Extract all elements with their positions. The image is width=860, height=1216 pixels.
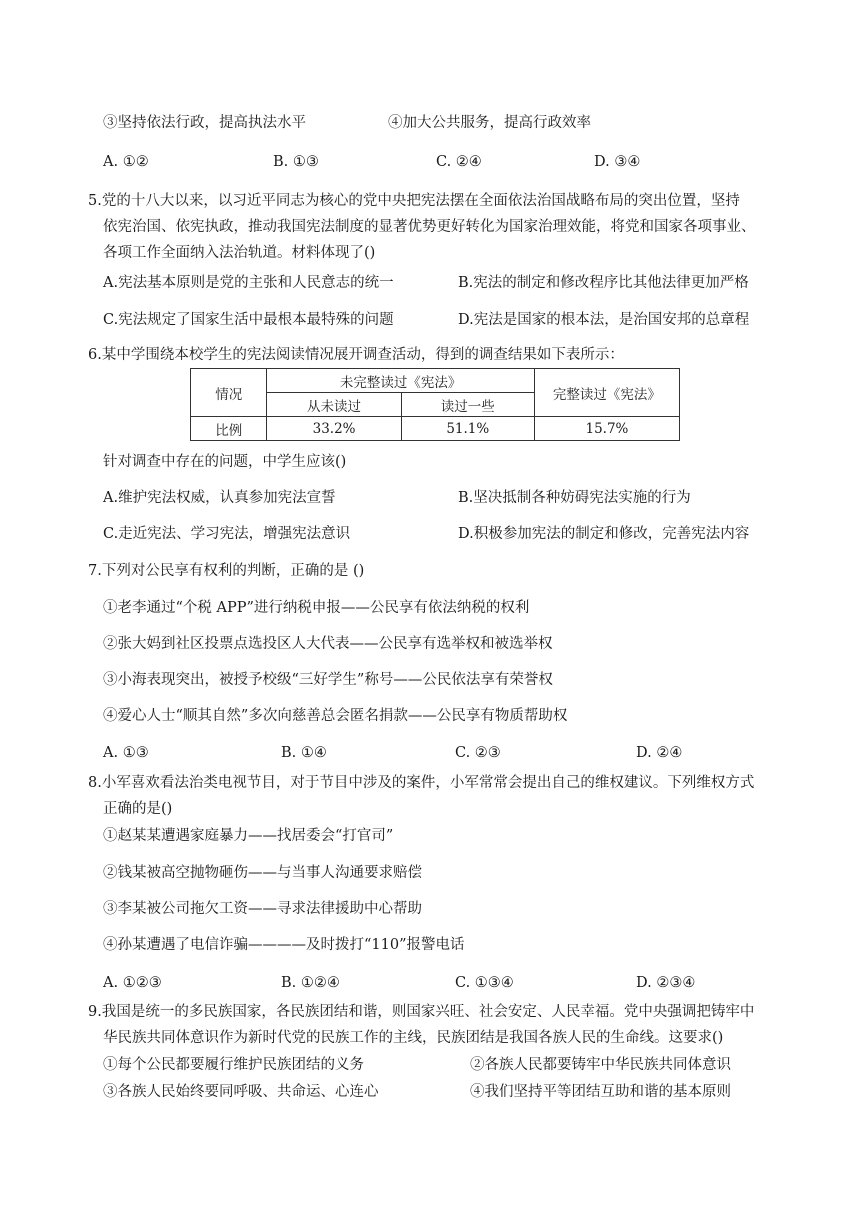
q8-item-1: ①赵某某遭遇家庭暴力——找居委会“打官司” [103,828,394,844]
q7-item-1: ①老李通过“个税 APP”进行纳税申报——公民享有依法纳税的权利 [103,600,530,616]
q4-option-c: C. ②④ [436,154,482,170]
table-cell-never: 33.2% [267,417,401,441]
q7-item-4: ④爱心人士“顺其自然”多次向慈善总会匿名捐款——公民享有物质帮助权 [103,708,568,724]
q9-item-4: ④我们坚持平等团结互助和谐的基本原则 [470,1084,731,1100]
q4-option-d: D. ③④ [594,154,641,170]
q8-item-3: ③李某被公司拖欠工资——寻求法律援助中心帮助 [103,901,422,917]
q5-option-b: B.宪法的制定和修改程序比其他法律更加严格 [458,275,749,291]
q5-stem-line-3: 各项工作全面纳入法治轨道。材料体现了() [103,245,376,261]
q7-item-2: ②张大妈到社区投票点选投区人大代表——公民享有选举权和被选举权 [103,636,553,652]
q5-option-d: D.宪法是国家的根本法，是治国安邦的总章程 [458,312,750,328]
q9-item-1: ①每个公民都要履行维护民族团结的义务 [103,1057,364,1073]
table-cell-some: 51.1% [401,417,534,441]
q8-option-a: A. ①②③ [103,975,162,991]
q6-option-a: A.维护宪法权威，认真参加宪法宣誓 [103,490,336,506]
q4-statement-3: ③坚持依法行政，提高执法水平 [103,115,306,131]
q8-item-4: ④孙某遭遇了电信诈骗————及时拨打“110”报警电话 [103,937,465,953]
q7-option-a: A. ①③ [103,745,149,761]
q4-statement-4: ④加大公共服务，提高行政效率 [388,115,591,131]
q9-item-2: ②各族人民都要铸牢中华民族共同体意识 [470,1057,731,1073]
q5-stem-line-2: 依宪治国、依宪执政，推动我国宪法制度的显著优势更好转化为国家治理效能，将党和国家各项事业、 [103,219,756,235]
q6-question: 针对调查中存在的问题，中学生应该() [103,454,347,470]
q9-stem-line-1: 9.我国是统一的多民族国家，各民族团结和谐，则国家兴旺、社会安定、人民幸福。党中央强调把铸牢中 [88,1004,755,1020]
q4-option-a: A. ①② [103,154,149,170]
q7-item-3: ③小海表现突出，被授予校级“三好学生”称号——公民依法享有荣誉权 [103,672,553,688]
table-header-complete: 完整读过《宪法》 [534,369,679,417]
q6-option-b: B.坚决抵制各种妨碍宪法实施的行为 [458,490,691,506]
q8-item-2: ②钱某被高空抛物砸伤——与当事人沟通要求赔偿 [103,865,422,881]
table-header-incomplete: 未完整读过《宪法》 [267,369,534,393]
q6-stem: 6.某中学围绕本校学生的宪法阅读情况展开调查活动，得到的调查结果如下表所示： [88,347,624,363]
q6-option-d: D.积极参加宪法的制定和修改，完善宪法内容 [458,526,750,542]
q8-stem-line-2: 正确的是() [103,801,173,817]
q7-option-d: D. ②④ [636,745,683,761]
q8-option-d: D. ②③④ [636,975,696,991]
q7-option-c: C. ②③ [455,745,501,761]
q5-stem-line-1: 5.党的十八大以来，以习近平同志为核心的党中央把宪法摆在全面依法治国战略布局的突出位置，坚持 [88,193,740,209]
q5-option-a: A.宪法基本原则是党的主张和人民意志的统一 [103,275,394,291]
table-header-situation: 情况 [191,369,267,417]
q8-option-c: C. ①③④ [455,975,514,991]
table-row-label: 比例 [191,417,267,441]
q7-stem: 7.下列对公民享有权利的判断，正确的是 () [88,563,365,579]
q9-stem-line-2: 华民族共同体意识作为新时代党的民族工作的主线，民族团结是我国各族人民的生命线。这要求() [103,1030,724,1046]
q8-stem-line-1: 8.小军喜欢看法治类电视节目，对于节目中涉及的案件，小军常常会提出自己的维权建议。下列维权方式 [88,775,755,791]
q7-option-b: B. ①④ [281,745,327,761]
q6-option-c: C.走近宪法、学习宪法，增强宪法意识 [103,526,351,542]
q5-option-c: C.宪法规定了国家生活中最根本最特殊的问题 [103,312,394,328]
q4-option-b: B. ①③ [273,154,319,170]
survey-table [190,368,680,441]
q8-option-b: B. ①②④ [281,975,340,991]
q9-item-3: ③各族人民始终要同呼吸、共命运、心连心 [103,1084,379,1100]
table-header-never: 从未读过 [267,393,401,417]
table-header-some: 读过一些 [401,393,534,417]
table-cell-complete: 15.7% [534,417,679,441]
